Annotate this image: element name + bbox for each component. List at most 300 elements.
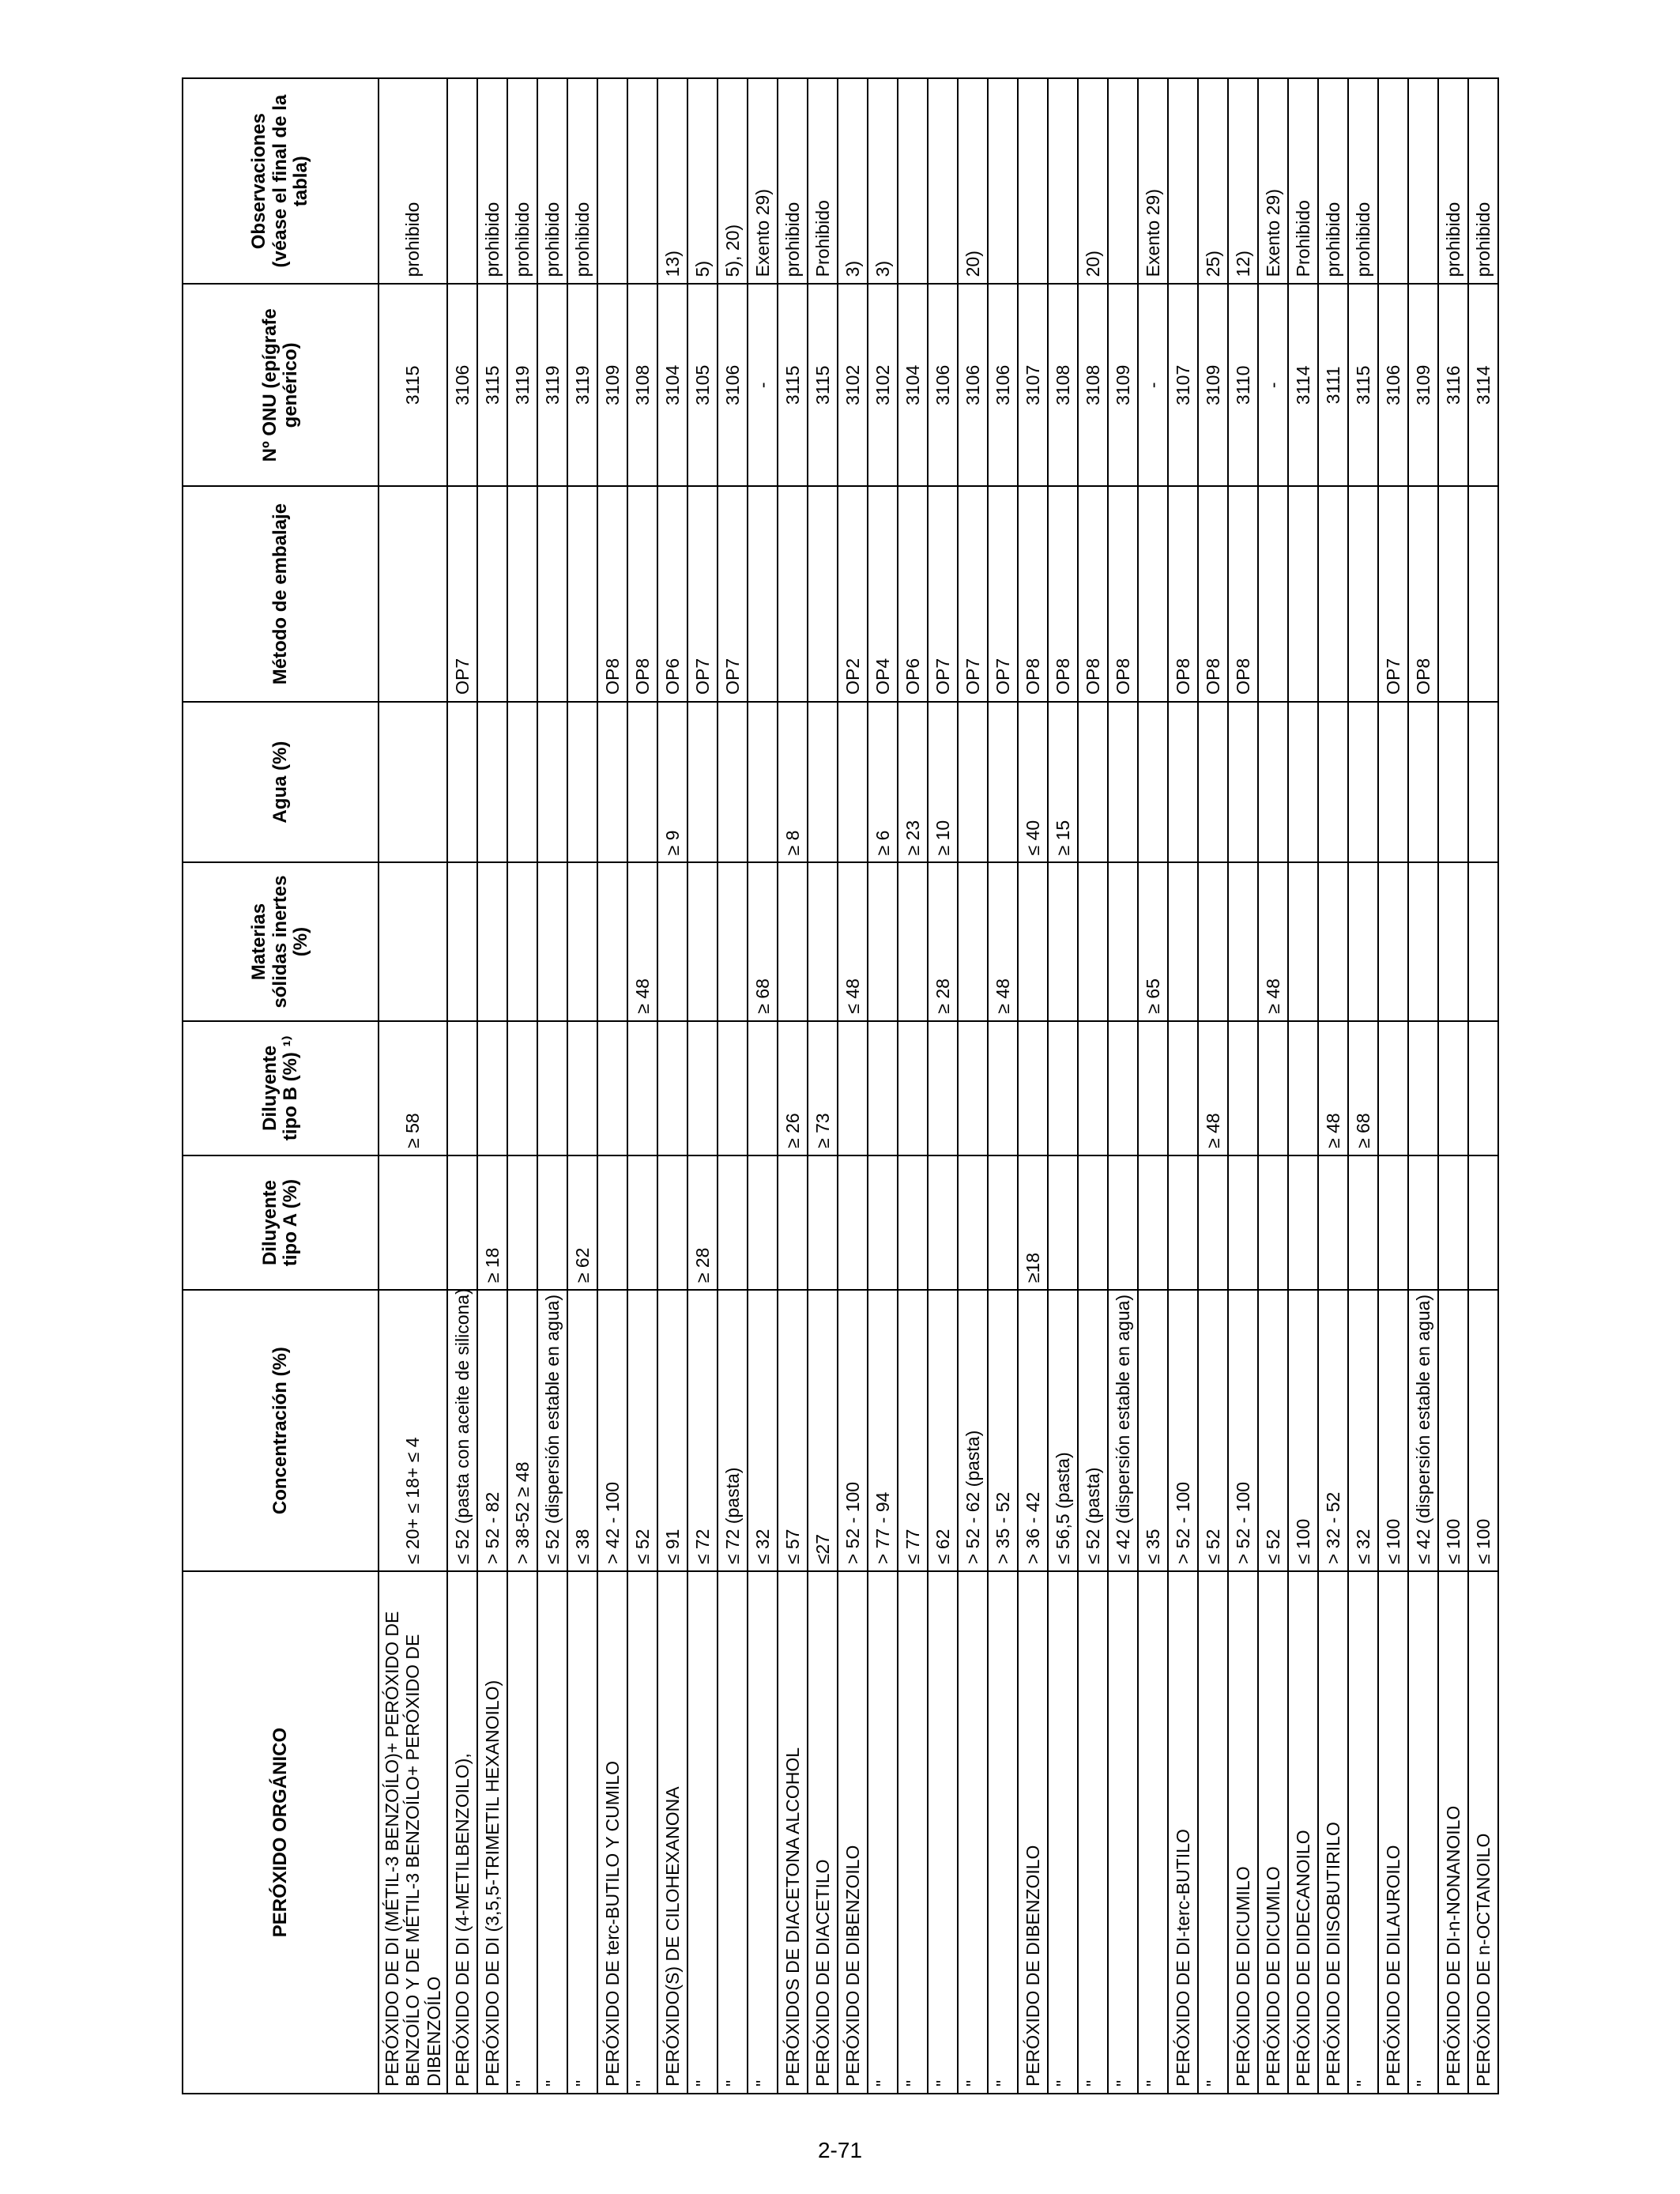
cell-un-number: 3107	[1018, 284, 1048, 486]
header-row	[183, 78, 379, 2094]
cell-un-number: 3106	[447, 284, 477, 486]
cell-packing-method	[1318, 486, 1348, 702]
cell-observations	[928, 78, 958, 284]
header-cell-concentration: Concentración (%)	[183, 1290, 379, 1571]
cell-diluent-a	[627, 1155, 657, 1290]
cell-observations	[1048, 78, 1078, 284]
cell-concentration: ≤ 62	[928, 1290, 958, 1571]
cell-inert-solids	[1078, 862, 1108, 1020]
cell-inert-solids	[1168, 862, 1198, 1020]
cell-packing-method: OP7	[687, 486, 718, 702]
cell-water: ≤ 40	[1018, 702, 1048, 863]
cell-inert-solids	[1348, 862, 1378, 1020]
cell-peroxide: PERÓXIDO DE DI (MÉTIL-3 BENZOÍLO)+ PERÓXIDO DE BENZOÍLO Y DE MÉTIL-3 BENZOÍLO+ PERÓXIDO DE DIBENZOÍLO	[379, 1571, 447, 2094]
cell-un-number: 3107	[1168, 284, 1198, 486]
table-row	[537, 78, 567, 2094]
cell-concentration: ≤27	[808, 1290, 838, 1571]
table-row	[958, 78, 988, 2094]
cell-diluent-a	[838, 1155, 868, 1290]
cell-un-number: -	[1258, 284, 1288, 486]
cell-diluent-b	[657, 1021, 687, 1155]
cell-diluent-a: ≥ 18	[477, 1155, 507, 1290]
cell-inert-solids	[1438, 862, 1468, 1020]
cell-inert-solids	[1198, 862, 1228, 1020]
cell-diluent-a	[1138, 1155, 1168, 1290]
cell-concentration: ≤ 35	[1138, 1290, 1168, 1571]
cell-diluent-b	[1108, 1021, 1138, 1155]
header-cell-inert-solids: Materias sólidas inertes (%)	[183, 862, 379, 1020]
table-row	[748, 78, 778, 2094]
cell-packing-method: OP8	[597, 486, 627, 702]
cell-inert-solids	[808, 862, 838, 1020]
cell-diluent-a	[1468, 1155, 1498, 1290]
cell-diluent-b: ≥ 73	[808, 1021, 838, 1155]
cell-un-number: 3106	[988, 284, 1018, 486]
cell-un-number: 3119	[567, 284, 597, 486]
cell-inert-solids	[687, 862, 718, 1020]
cell-diluent-b	[1168, 1021, 1198, 1155]
cell-un-number: 3119	[507, 284, 537, 486]
cell-concentration: ≤ 52	[1198, 1290, 1228, 1571]
cell-water	[477, 702, 507, 863]
cell-peroxide: PERÓXIDO DE DI (3,5,5-TRIMETIL HEXANOILO)	[477, 1571, 507, 2094]
cell-diluent-b	[898, 1021, 928, 1155]
cell-diluent-a	[379, 1155, 447, 1290]
cell-peroxide: "	[567, 1571, 597, 2094]
cell-un-number: 3115	[808, 284, 838, 486]
cell-un-number: 3114	[1288, 284, 1318, 486]
cell-concentration: > 52 - 82	[477, 1290, 507, 1571]
table-row	[868, 78, 898, 2094]
cell-packing-method	[1138, 486, 1168, 702]
cell-diluent-a	[778, 1155, 808, 1290]
table-row	[1018, 78, 1048, 2094]
cell-concentration: ≤ 77	[898, 1290, 928, 1571]
cell-water	[1168, 702, 1198, 863]
cell-un-number: 3106	[718, 284, 748, 486]
table-row	[1288, 78, 1318, 2094]
cell-diluent-a	[958, 1155, 988, 1290]
cell-concentration: ≤ 52	[627, 1290, 657, 1571]
cell-inert-solids: ≥ 48	[627, 862, 657, 1020]
cell-peroxide: "	[928, 1571, 958, 2094]
cell-un-number: 3106	[928, 284, 958, 486]
cell-diluent-b	[838, 1021, 868, 1155]
cell-un-number: 3114	[1468, 284, 1498, 486]
cell-diluent-a	[447, 1155, 477, 1290]
cell-observations: Exento 29)	[1138, 78, 1168, 284]
cell-peroxide: "	[1078, 1571, 1108, 2094]
cell-concentration: ≤ 91	[657, 1290, 687, 1571]
cell-peroxide: PERÓXIDO DE DIBENZOILO	[1018, 1571, 1048, 2094]
cell-concentration: ≤ 72	[687, 1290, 718, 1571]
cell-packing-method: OP7	[988, 486, 1018, 702]
cell-peroxide: "	[507, 1571, 537, 2094]
cell-water	[1078, 702, 1108, 863]
cell-packing-method: OP4	[868, 486, 898, 702]
cell-un-number: 3110	[1228, 284, 1258, 486]
cell-un-number: 3109	[597, 284, 627, 486]
cell-packing-method: OP7	[1378, 486, 1408, 702]
cell-observations: Prohibido	[1288, 78, 1318, 284]
cell-peroxide: PERÓXIDOS DE DIACETONA ALCOHOL	[778, 1571, 808, 2094]
cell-packing-method: OP2	[838, 486, 868, 702]
cell-water: ≥ 6	[868, 702, 898, 863]
cell-inert-solids	[1468, 862, 1498, 1020]
cell-observations	[1168, 78, 1198, 284]
cell-inert-solids	[1378, 862, 1408, 1020]
cell-water	[1288, 702, 1318, 863]
cell-peroxide: PERÓXIDO DE DICUMILO	[1228, 1571, 1258, 2094]
cell-diluent-b	[988, 1021, 1018, 1155]
cell-concentration: > 77 - 94	[868, 1290, 898, 1571]
table-row	[1108, 78, 1138, 2094]
cell-water: ≥ 10	[928, 702, 958, 863]
cell-un-number: 3104	[898, 284, 928, 486]
cell-diluent-a	[537, 1155, 567, 1290]
cell-packing-method: OP8	[1198, 486, 1228, 702]
cell-diluent-b	[1138, 1021, 1168, 1155]
cell-diluent-b	[627, 1021, 657, 1155]
cell-un-number: 3109	[1198, 284, 1228, 486]
cell-inert-solids	[477, 862, 507, 1020]
cell-diluent-a	[928, 1155, 958, 1290]
cell-diluent-b	[1258, 1021, 1288, 1155]
cell-packing-method: OP6	[657, 486, 687, 702]
cell-packing-method	[808, 486, 838, 702]
cell-un-number: -	[1138, 284, 1168, 486]
cell-inert-solids	[657, 862, 687, 1020]
table-row	[808, 78, 838, 2094]
cell-packing-method: OP7	[958, 486, 988, 702]
cell-diluent-b	[1408, 1021, 1438, 1155]
cell-peroxide: PERÓXIDO DE DIBENZOILO	[838, 1571, 868, 2094]
cell-inert-solids: ≤ 48	[838, 862, 868, 1020]
cell-inert-solids	[958, 862, 988, 1020]
header-cell-water: Agua (%)	[183, 702, 379, 863]
cell-packing-method	[1288, 486, 1318, 702]
cell-packing-method	[507, 486, 537, 702]
cell-observations	[1018, 78, 1048, 284]
cell-packing-method	[477, 486, 507, 702]
cell-water	[1258, 702, 1288, 863]
cell-diluent-a	[748, 1155, 778, 1290]
cell-packing-method: OP8	[1408, 486, 1438, 702]
table-row	[657, 78, 687, 2094]
cell-diluent-b	[1078, 1021, 1108, 1155]
cell-inert-solids	[1108, 862, 1138, 1020]
cell-concentration: > 52 - 100	[1168, 1290, 1198, 1571]
table-row	[447, 78, 477, 2094]
cell-observations: prohibido	[567, 78, 597, 284]
cell-concentration: ≤ 100	[1378, 1290, 1408, 1571]
cell-concentration: ≤ 56,5 (pasta)	[1048, 1290, 1078, 1571]
table-row	[627, 78, 657, 2094]
cell-diluent-b	[1048, 1021, 1078, 1155]
cell-peroxide: "	[627, 1571, 657, 2094]
cell-concentration: > 38-52 ≥ 48	[507, 1290, 537, 1571]
table-row	[1228, 78, 1258, 2094]
cell-packing-method: OP8	[627, 486, 657, 702]
cell-concentration: > 52 - 100	[1228, 1290, 1258, 1571]
cell-packing-method: OP7	[928, 486, 958, 702]
cell-packing-method	[537, 486, 567, 702]
cell-inert-solids: ≥ 68	[748, 862, 778, 1020]
cell-diluent-b	[447, 1021, 477, 1155]
cell-inert-solids	[1318, 862, 1348, 1020]
cell-diluent-a	[1198, 1155, 1228, 1290]
cell-peroxide: "	[718, 1571, 748, 2094]
cell-water	[988, 702, 1018, 863]
cell-un-number: 3111	[1318, 284, 1348, 486]
table-row	[1198, 78, 1228, 2094]
cell-water	[1108, 702, 1138, 863]
cell-concentration: ≤ 72 (pasta)	[718, 1290, 748, 1571]
cell-observations	[1108, 78, 1138, 284]
cell-peroxide: "	[1198, 1571, 1228, 2094]
cell-concentration: > 42 - 100	[597, 1290, 627, 1571]
cell-concentration: ≤ 38	[567, 1290, 597, 1571]
table-row	[898, 78, 928, 2094]
cell-diluent-b	[958, 1021, 988, 1155]
cell-water	[687, 702, 718, 863]
cell-peroxide: "	[1408, 1571, 1438, 2094]
table-body	[379, 78, 1498, 2094]
table-row	[1048, 78, 1078, 2094]
cell-concentration: ≤ 52 (pasta con aceite de silicona)	[447, 1290, 477, 1571]
cell-un-number: 3116	[1438, 284, 1468, 486]
table-row	[1438, 78, 1468, 2094]
cell-diluent-a	[1048, 1155, 1078, 1290]
cell-packing-method	[748, 486, 778, 702]
table-row	[477, 78, 507, 2094]
cell-inert-solids	[868, 862, 898, 1020]
cell-water	[808, 702, 838, 863]
cell-peroxide: "	[687, 1571, 718, 2094]
cell-diluent-b	[868, 1021, 898, 1155]
cell-peroxide: "	[1108, 1571, 1138, 2094]
cell-observations	[627, 78, 657, 284]
cell-inert-solids	[447, 862, 477, 1020]
cell-diluent-a	[1108, 1155, 1138, 1290]
cell-un-number: 3108	[1048, 284, 1078, 486]
cell-diluent-a	[898, 1155, 928, 1290]
cell-peroxide: "	[1138, 1571, 1168, 2094]
cell-water	[1318, 702, 1348, 863]
cell-diluent-b: ≥ 48	[1318, 1021, 1348, 1155]
cell-concentration: ≤ 32	[1348, 1290, 1378, 1571]
cell-diluent-b: ≥ 48	[1198, 1021, 1228, 1155]
cell-diluent-b	[537, 1021, 567, 1155]
cell-water	[1438, 702, 1468, 863]
cell-diluent-a	[1258, 1155, 1288, 1290]
cell-packing-method: OP8	[1078, 486, 1108, 702]
header-cell-observations: Observaciones (véase el final de la tabla)	[183, 78, 379, 284]
cell-observations: 20)	[1078, 78, 1108, 284]
cell-inert-solids	[1048, 862, 1078, 1020]
cell-water	[1348, 702, 1378, 863]
cell-diluent-a	[1168, 1155, 1198, 1290]
cell-water	[1468, 702, 1498, 863]
cell-diluent-b	[1228, 1021, 1258, 1155]
cell-un-number: 3115	[477, 284, 507, 486]
cell-water	[537, 702, 567, 863]
cell-peroxide: "	[868, 1571, 898, 2094]
cell-packing-method	[1258, 486, 1288, 702]
cell-diluent-b	[567, 1021, 597, 1155]
cell-observations: prohibido	[778, 78, 808, 284]
cell-un-number: 3105	[687, 284, 718, 486]
cell-observations: prohibido	[379, 78, 447, 284]
table-row	[1168, 78, 1198, 2094]
cell-water: ≥ 23	[898, 702, 928, 863]
header-cell-diluent-b: Diluyente tipo B (%) ¹⁾	[183, 1021, 379, 1155]
cell-peroxide: PERÓXIDO DE DI-n-NONANOILO	[1438, 1571, 1468, 2094]
cell-diluent-a	[1438, 1155, 1468, 1290]
cell-peroxide: "	[898, 1571, 928, 2094]
cell-water: ≥ 9	[657, 702, 687, 863]
cell-inert-solids	[1288, 862, 1318, 1020]
cell-water	[507, 702, 537, 863]
cell-water	[597, 702, 627, 863]
cell-observations: prohibido	[537, 78, 567, 284]
cell-water	[379, 702, 447, 863]
cell-water	[627, 702, 657, 863]
cell-water	[1408, 702, 1438, 863]
cell-diluent-a	[1408, 1155, 1438, 1290]
cell-water	[447, 702, 477, 863]
cell-peroxide: "	[537, 1571, 567, 2094]
cell-inert-solids: ≥ 48	[988, 862, 1018, 1020]
cell-un-number: 3115	[379, 284, 447, 486]
cell-water	[718, 702, 748, 863]
cell-observations: 13)	[657, 78, 687, 284]
header-cell-diluent-a: Diluyente tipo A (%)	[183, 1155, 379, 1290]
cell-water	[958, 702, 988, 863]
cell-un-number: 3109	[1108, 284, 1138, 486]
cell-packing-method: OP8	[1168, 486, 1198, 702]
cell-inert-solids	[1228, 862, 1258, 1020]
cell-observations: prohibido	[1438, 78, 1468, 284]
cell-un-number: 3108	[1078, 284, 1108, 486]
table-row	[567, 78, 597, 2094]
cell-diluent-a	[808, 1155, 838, 1290]
cell-un-number: 3104	[657, 284, 687, 486]
table-row	[1378, 78, 1408, 2094]
cell-observations: 5)	[687, 78, 718, 284]
cell-packing-method	[778, 486, 808, 702]
cell-packing-method	[379, 486, 447, 702]
cell-un-number: 3115	[778, 284, 808, 486]
cell-diluent-b	[718, 1021, 748, 1155]
cell-concentration: > 32 - 52	[1318, 1290, 1348, 1571]
table-row	[1348, 78, 1378, 2094]
table-row	[1078, 78, 1108, 2094]
table-row	[1408, 78, 1438, 2094]
cell-inert-solids: ≥ 48	[1258, 862, 1288, 1020]
cell-un-number: 3108	[627, 284, 657, 486]
cell-un-number: 3102	[868, 284, 898, 486]
cell-concentration: ≤ 32	[748, 1290, 778, 1571]
cell-observations: Prohibido	[808, 78, 838, 284]
cell-diluent-a: ≥18	[1018, 1155, 1048, 1290]
table-row	[928, 78, 958, 2094]
cell-diluent-b	[507, 1021, 537, 1155]
cell-concentration: > 52 - 62 (pasta)	[958, 1290, 988, 1571]
cell-water	[567, 702, 597, 863]
cell-inert-solids	[379, 862, 447, 1020]
cell-packing-method: OP8	[1228, 486, 1258, 702]
cell-diluent-a	[1078, 1155, 1108, 1290]
cell-peroxide: "	[1048, 1571, 1078, 2094]
cell-peroxide: PERÓXIDO DE DIDECANOILO	[1288, 1571, 1318, 2094]
cell-peroxide: PERÓXIDO DE DILAUROILO	[1378, 1571, 1408, 2094]
cell-diluent-b	[1438, 1021, 1468, 1155]
cell-observations: prohibido	[1318, 78, 1348, 284]
cell-diluent-b: ≥ 58	[379, 1021, 447, 1155]
cell-concentration: ≤ 100	[1438, 1290, 1468, 1571]
cell-peroxide: "	[1348, 1571, 1378, 2094]
cell-observations: 5), 20)	[718, 78, 748, 284]
cell-observations	[597, 78, 627, 284]
cell-diluent-a	[1318, 1155, 1348, 1290]
cell-peroxide: PERÓXIDO DE DIACETILO	[808, 1571, 838, 2094]
cell-observations: 3)	[838, 78, 868, 284]
cell-diluent-a	[718, 1155, 748, 1290]
cell-packing-method: OP8	[1108, 486, 1138, 702]
cell-un-number: 3106	[1378, 284, 1408, 486]
cell-packing-method: OP8	[1048, 486, 1078, 702]
cell-diluent-b	[748, 1021, 778, 1155]
cell-inert-solids: ≥ 28	[928, 862, 958, 1020]
table-row	[687, 78, 718, 2094]
cell-packing-method: OP7	[718, 486, 748, 702]
cell-concentration: ≤ 57	[778, 1290, 808, 1571]
cell-diluent-a	[507, 1155, 537, 1290]
cell-observations: Exento 29)	[748, 78, 778, 284]
cell-observations: 20)	[958, 78, 988, 284]
cell-un-number: -	[748, 284, 778, 486]
cell-un-number: 3102	[838, 284, 868, 486]
cell-peroxide: PERÓXIDO DE terc-BUTILO Y CUMILO	[597, 1571, 627, 2094]
cell-observations	[1378, 78, 1408, 284]
cell-inert-solids	[778, 862, 808, 1020]
table-row	[1468, 78, 1498, 2094]
cell-packing-method	[1468, 486, 1498, 702]
cell-peroxide: PERÓXIDO DE DIISOBUTIRILO	[1318, 1571, 1348, 2094]
cell-concentration: ≤ 52 (pasta)	[1078, 1290, 1108, 1571]
cell-observations: prohibido	[507, 78, 537, 284]
cell-inert-solids	[597, 862, 627, 1020]
cell-peroxide: "	[958, 1571, 988, 2094]
cell-diluent-a	[1288, 1155, 1318, 1290]
cell-un-number: 3119	[537, 284, 567, 486]
cell-diluent-a	[1348, 1155, 1378, 1290]
cell-water	[838, 702, 868, 863]
cell-diluent-b	[1018, 1021, 1048, 1155]
cell-diluent-b	[1468, 1021, 1498, 1155]
cell-peroxide: PERÓXIDO DE DI-terc-BUTILO	[1168, 1571, 1198, 2094]
cell-water	[1138, 702, 1168, 863]
cell-diluent-b	[928, 1021, 958, 1155]
cell-inert-solids: ≥ 65	[1138, 862, 1168, 1020]
cell-observations: 3)	[868, 78, 898, 284]
cell-inert-solids	[1018, 862, 1048, 1020]
cell-concentration: > 35 - 52	[988, 1290, 1018, 1571]
cell-diluent-b	[597, 1021, 627, 1155]
table-row	[1318, 78, 1348, 2094]
cell-water: ≥ 8	[778, 702, 808, 863]
